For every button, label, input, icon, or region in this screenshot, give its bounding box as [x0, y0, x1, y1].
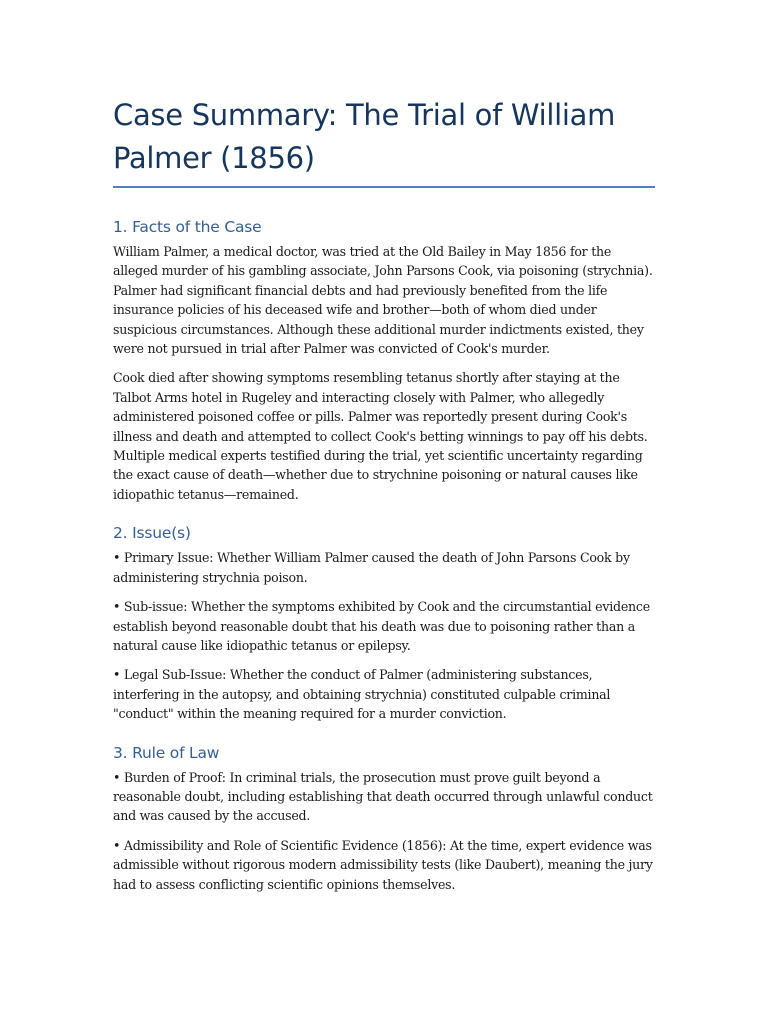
section-heading-rule-of-law: 3. Rule of Law: [113, 743, 220, 762]
facts-paragraph-1: William Palmer, a medical doctor, was tried at the Old Bailey in May 1856 for the alleged murder of his gambling associate, John Parsons Cook, via poisoning (strychnia). Palmer had significant financial debts and had previously benefited from the life insurance policies of his deceased wife and brother—both of whom died under suspicious circumstances. Although these additional murder indictments existed, they were not pursued in trial after Palmer was convicted of Cook's murder.: [113, 244, 653, 357]
section-heading-facts: 1. Facts of the Case: [113, 218, 262, 236]
facts-paragraph-2: Cook died after showing symptoms resembling tetanus shortly after staying at the Talbot Arms hotel in Rugeley and interacting closely with Palmer, who allegedly administered poisoned coffee or pills. Palmer was reportedly present during Cook's illness and death and attempted to collect Cook's betting winnings to pay off his debts. Multiple medical experts testified during the trial, yet scientific uncertainty regarding the exact cause of death—whether due to strychnine poisoning or natural causes like idiopathic tetanus—remained.: [113, 370, 648, 502]
section-issues: [113, 522, 657, 723]
section-facts: [113, 216, 657, 504]
issue-legal-sub-issue: • Legal Sub-Issue: Whether the conduct of Palmer (administering substances, interfering in the autopsy, and obtaining strychnia) constituted culpable criminal "conduct" within the meaning required for a murder conviction.: [113, 667, 611, 722]
title-underline-rule: [113, 186, 655, 188]
issue-sub-issue: • Sub-issue: Whether the symptoms exhibited by Cook and the circumstantial evidence establish beyond reasonable doubt that his death was due to poisoning rather than a natural cause like idiopathic tetanus or epilepsy.: [113, 599, 650, 653]
section-heading-issues: 2. Issue(s): [113, 524, 191, 543]
issue-primary: • Primary Issue: Whether William Palmer caused the death of John Parsons Cook by administering strychnia poison.: [113, 550, 630, 585]
rule-burden-of-proof: • Burden of Proof: In criminal trials, the prosecution must prove guilt beyond a reasonable doubt, including establishing that death occurred through unlawful conduct and was caused by the accused.: [113, 769, 653, 824]
document-page: [113, 0, 657, 912]
document-title: Case Summary: The Trial of William Palmer (1856): [113, 98, 616, 175]
section-rule-of-law: [113, 742, 657, 894]
rule-scientific-evidence: • Admissibility and Role of Scientific Evidence (1856): At the time, expert evidence was admissible without rigorous modern admissibility tests (like Daubert), meaning the jury had to assess conflicting scientific opinions themselves.: [113, 837, 653, 892]
